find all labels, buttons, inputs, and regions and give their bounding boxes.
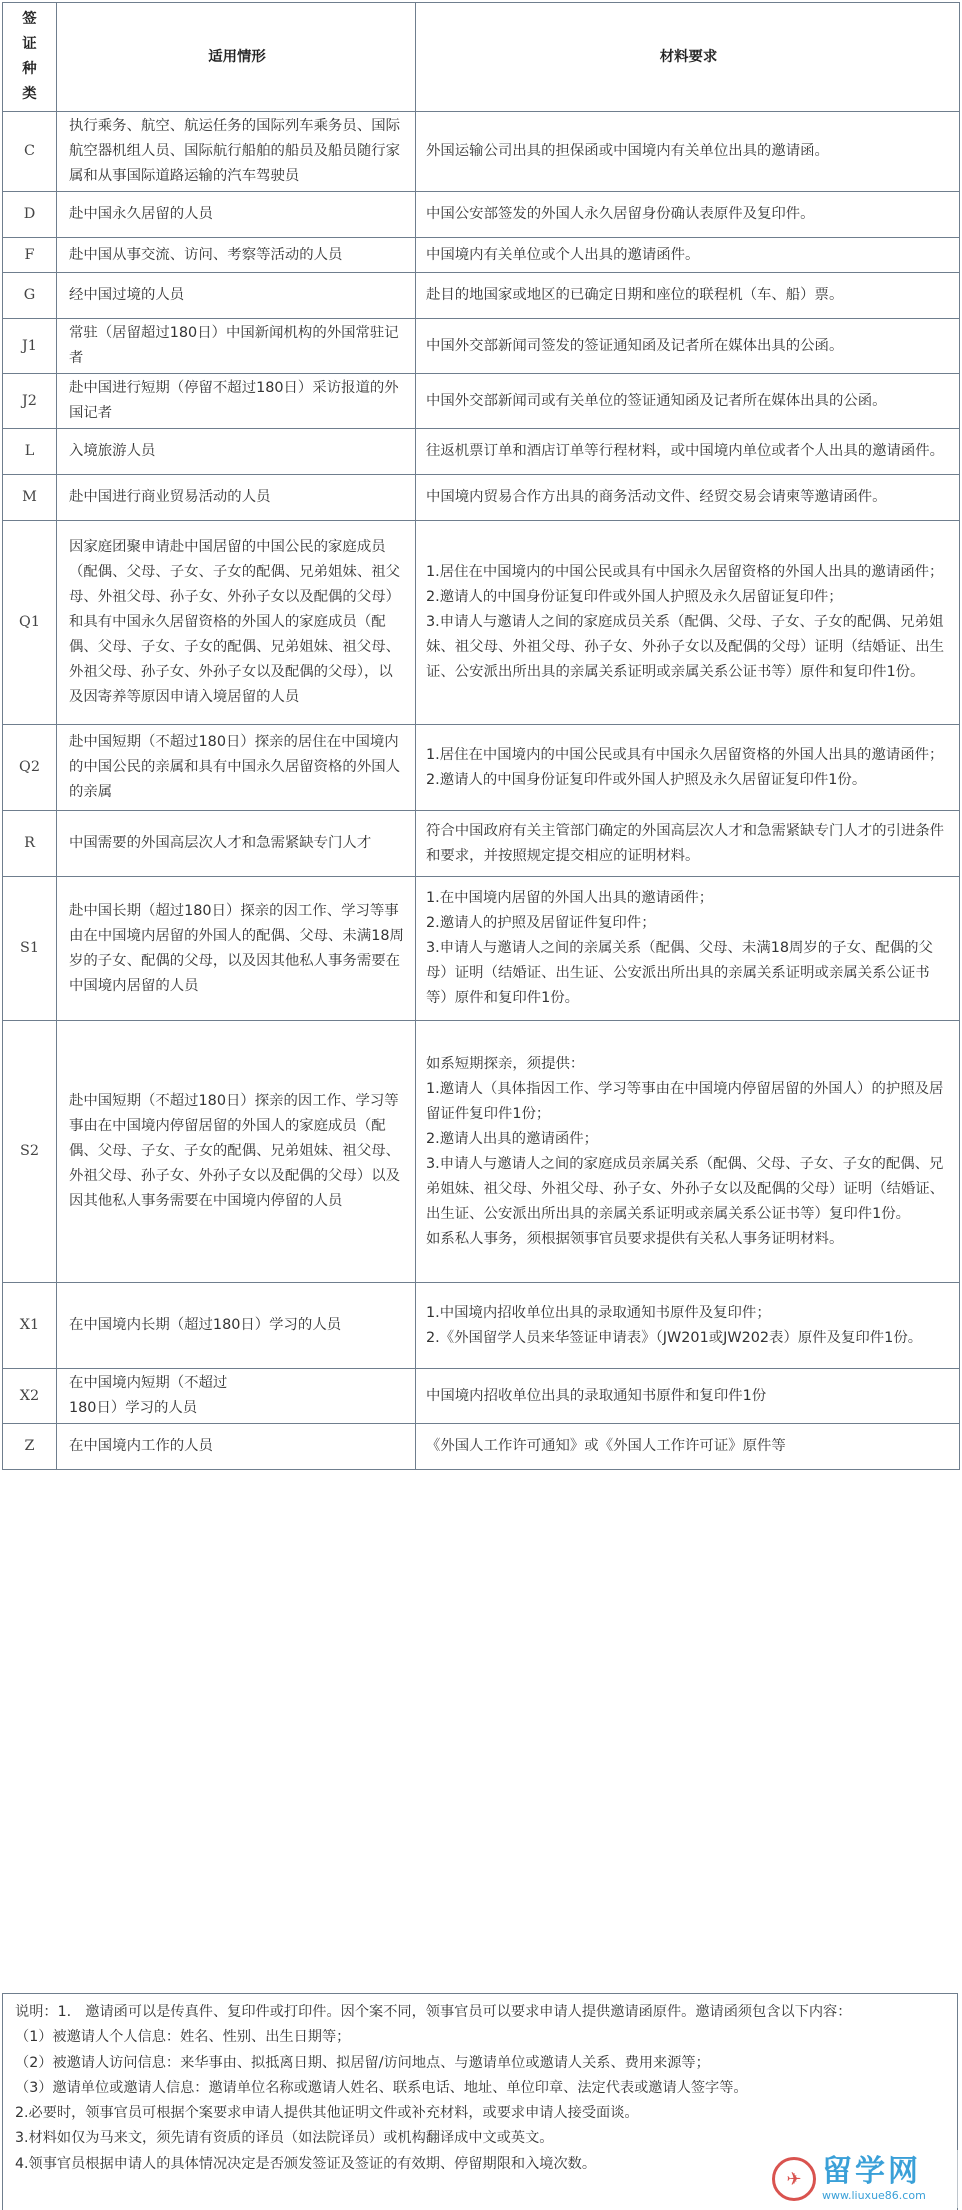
- material-requirements-cell: [416, 319, 960, 374]
- visa-type-cell: G: [3, 273, 57, 319]
- material-requirements-cell: [416, 112, 960, 192]
- table-row: [3, 1424, 960, 1470]
- material-requirements-cell: [416, 475, 960, 521]
- applicable-case-cell: [57, 1283, 416, 1369]
- applicable-case-cell: [57, 521, 416, 725]
- applicable-case-text: 经中国过境的人员: [69, 287, 185, 303]
- visa-type-cell: Z: [3, 1424, 57, 1470]
- visa-type-cell: M: [3, 475, 57, 521]
- visa-type-cell: R: [3, 811, 57, 877]
- visa-type-cell: F: [3, 238, 57, 273]
- material-requirements-cell: [416, 1283, 960, 1369]
- table-row: [3, 521, 960, 725]
- material-requirements-text: 1.在中国境内居留的外国人出具的邀请函件； 2.邀请人的护照及居留证件复印件； 3.申请人与邀请人之间的亲属关系（配偶、父母、未满18周岁的子女、配偶的父母）证明（结婚证、出生证、公安派出所出具的亲属关系证明或亲属关系公证书等）原件和复印件1份。: [426, 890, 933, 1006]
- material-requirements-cell: [416, 238, 960, 273]
- note-intro: 说明：1. 邀请函可以是传真件、复印件或打印件。因个案不同，领事官员可以要求申请人提供邀请函原件。邀请函须包含以下内容：: [15, 2004, 852, 2020]
- applicable-case-cell: [57, 1021, 416, 1283]
- applicable-case-cell: [57, 238, 416, 273]
- applicable-case-cell: [57, 1369, 416, 1424]
- applicable-case-cell: [57, 475, 416, 521]
- table-row: [3, 811, 960, 877]
- material-requirements-text: 中国外交部新闻司签发的签证通知函及记者所在媒体出具的公函。: [426, 337, 844, 354]
- applicable-case-cell: [57, 429, 416, 475]
- material-requirements-text: 《外国人工作许可通知》或《外国人工作许可证》原件等: [426, 1438, 786, 1454]
- visa-type-cell: L: [3, 429, 57, 475]
- material-requirements-text: 符合中国政府有关主管部门确定的外国高层次人才和急需紧缺专门人才的引进条件和要求，并按照规定提交相应的证明材料。: [426, 822, 945, 864]
- note-item-3: （3）邀请单位或邀请人信息：邀请单位名称或邀请人姓名、联系电话、地址、单位印章、法定代表或邀请人签字等。: [15, 2079, 748, 2096]
- table-row: [3, 1369, 960, 1424]
- applicable-case-text: 在中国境内短期（不超过 180日）学习的人员: [69, 1375, 228, 1416]
- material-requirements-text: 赴目的地国家或地区的已确定日期和座位的联程机（车、船）票。: [426, 287, 844, 303]
- table-row: [3, 238, 960, 273]
- applicable-case-text: 常驻（居留超过180日）中国新闻机构的外国常驻记者: [69, 325, 399, 366]
- table-row: [3, 273, 960, 319]
- applicable-case-text: 赴中国短期（不超过180日）探亲的居住在中国境内的中国公民的亲属和具有中国永久居留资格的外国人的亲属: [69, 734, 400, 800]
- applicable-case-cell: [57, 877, 416, 1021]
- visa-requirements-table: [2, 2, 960, 1470]
- material-requirements-text: 中国境内招收单位出具的录取通知书原件和复印件1份: [426, 1387, 767, 1404]
- applicable-case-cell: [57, 725, 416, 811]
- header-visa-type: 签 证 种 类: [3, 3, 57, 112]
- table-row: [3, 192, 960, 238]
- applicable-case-cell: [57, 273, 416, 319]
- material-requirements-cell: [416, 811, 960, 877]
- material-requirements-text: 1.居住在中国境内的中国公民或具有中国永久居留资格的外国人出具的邀请函件； 2.邀请人的中国身份证复印件或外国人护照及永久居留证复印件1份。: [426, 746, 944, 788]
- material-requirements-text: 1.中国境内招收单位出具的录取通知书原件及复印件； 2.《外国留学人员来华签证申请表》（JW201或JW202表）原件及复印件1份。: [426, 1304, 923, 1346]
- material-requirements-text: 外国运输公司出具的担保函或中国境内有关单位出具的邀请函。: [426, 143, 829, 159]
- material-requirements-text: 如系短期探亲，须提供： 1.邀请人（具体指因工作、学习等事由在中国境内停留居留的外国人）的护照及居留证件复印件1份； 2.邀请人出具的邀请函件； 3.申请人与邀请人之间的家庭成员亲属关系（配偶、父母、子女、子女的配偶、兄弟姐妹、祖父母、外祖父母、孙子女、外孙子女以及配偶的父母）证明（结婚证、出生证、公安派出所出具的亲属关系证明或亲属关系公证书等）复印件1份。 如系私人事务，须根据领事官员要求提供有关私人事务证明材料。: [426, 1055, 945, 1247]
- header-material-requirements: 材料要求: [416, 3, 960, 112]
- applicable-case-text: 入境旅游人员: [69, 443, 156, 459]
- applicable-case-text: 执行乘务、航空、航运任务的国际列车乘务员、国际航空器机组人员、国际航行船舶的船员及船员随行家属和从事国际道路运输的汽车驾驶员: [69, 118, 400, 184]
- applicable-case-cell: [57, 192, 416, 238]
- applicable-case-text: 赴中国长期（超过180日）探亲的因工作、学习等事由在中国境内居留的外国人的配偶、父母、未满18周岁的子女、配偶的父母，以及因其他私人事务需要在中国境内居留的人员: [69, 902, 404, 994]
- watermark-url: www.liuxue86.com: [822, 2189, 926, 2202]
- applicable-case-text: 因家庭团聚申请赴中国居留的中国公民的家庭成员（配偶、父母、子女、子女的配偶、兄弟姐妹、祖父母、外祖父母、孙子女、外孙子女以及配偶的父母）和具有中国永久居留资格的外国人的家庭成员（配偶、父母、子女、子女的配偶、兄弟姐妹、祖父母、外祖父母、孙子女、外孙子女以及配偶的父母），以及因寄养等原因申请入境居留的人员: [69, 539, 400, 705]
- note-3: 3.材料如仅为马来文，须先请有资质的译员（如法院译员）或机构翻译成中文或英文。: [15, 2130, 554, 2147]
- applicable-case-cell: [57, 811, 416, 877]
- material-requirements-text: 往返机票订单和酒店订单等行程材料，或中国境内单位或者个人出具的邀请函件。: [426, 443, 945, 459]
- material-requirements-cell: [416, 429, 960, 475]
- visa-type-cell: C: [3, 112, 57, 192]
- note-item-1: （1）被邀请人个人信息：姓名、性别、出生日期等；: [15, 2029, 351, 2046]
- material-requirements-text: 1.居住在中国境内的中国公民或具有中国永久居留资格的外国人出具的邀请函件； 2.邀请人的中国身份证复印件或外国人护照及永久居留证复印件； 3.申请人与邀请人之间的家庭成员关系（配偶、父母、子女、子女的配偶、兄弟姐妹、祖父母、外祖父母、孙子女、外孙子女以及配偶的父母）证明（结婚证、出生证、公安派出所出具的亲属关系证明或亲属关系公证书等）原件和复印件1份。: [426, 564, 945, 680]
- material-requirements-text: 中国境内贸易合作方出具的商务活动文件、经贸交易会请柬等邀请函件。: [426, 489, 887, 505]
- watermark: [772, 2150, 958, 2208]
- applicable-case-cell: [57, 1424, 416, 1470]
- material-requirements-cell: [416, 192, 960, 238]
- material-requirements-cell: [416, 521, 960, 725]
- applicable-case-text: 在中国境内长期（超过180日）学习的人员: [69, 1317, 342, 1333]
- applicable-case-text: 在中国境内工作的人员: [69, 1438, 213, 1454]
- header-applicable-case: 适用情形: [57, 3, 416, 112]
- table-row: [3, 429, 960, 475]
- note-2: 2.必要时，领事官员可根据个案要求申请人提供其他证明文件或补充材料，或要求申请人接受面谈。: [15, 2105, 639, 2122]
- table-row: [3, 475, 960, 521]
- table-row: [3, 319, 960, 374]
- visa-type-cell: J2: [3, 374, 57, 429]
- watermark-logo-icon: ✈: [772, 2157, 816, 2201]
- table-row: [3, 1283, 960, 1369]
- applicable-case-text: 中国需要的外国高层次人才和急需紧缺专门人才: [69, 835, 372, 851]
- applicable-case-text: 赴中国从事交流、访问、考察等活动的人员: [69, 246, 343, 263]
- material-requirements-cell: [416, 1021, 960, 1283]
- material-requirements-cell: [416, 1424, 960, 1470]
- applicable-case-text: 赴中国进行商业贸易活动的人员: [69, 489, 271, 505]
- visa-type-cell: J1: [3, 319, 57, 374]
- applicable-case-cell: [57, 374, 416, 429]
- note-4: 4.领事官员根据申请人的具体情况决定是否颁发签证及签证的有效期、停留期限和入境次数。: [15, 2155, 597, 2172]
- table-row: [3, 725, 960, 811]
- visa-type-cell: D: [3, 192, 57, 238]
- visa-type-cell: Q1: [3, 521, 57, 725]
- visa-type-cell: S1: [3, 877, 57, 1021]
- table-row: [3, 1021, 960, 1283]
- material-requirements-text: 中国境内有关单位或个人出具的邀请函件。: [426, 246, 700, 263]
- visa-type-cell: X1: [3, 1283, 57, 1369]
- table-row: [3, 374, 960, 429]
- visa-type-cell: S2: [3, 1021, 57, 1283]
- applicable-case-text: 赴中国永久居留的人员: [69, 206, 213, 222]
- material-requirements-cell: [416, 374, 960, 429]
- table-row: [3, 877, 960, 1021]
- watermark-name: 留学网: [822, 2154, 921, 2189]
- material-requirements-text: 中国外交部新闻司或有关单位的签证通知函及记者所在媒体出具的公函。: [426, 392, 887, 409]
- visa-type-cell: X2: [3, 1369, 57, 1424]
- applicable-case-cell: [57, 319, 416, 374]
- applicable-case-text: 赴中国短期（不超过180日）探亲的因工作、学习等事由在中国境内停留居留的外国人的家庭成员（配偶、父母、子女、子女的配偶、兄弟姐妹、祖父母、外祖父母、孙子女、外孙子女以及配偶的父母）以及因其他私人事务需要在中国境内停留的人员: [69, 1093, 400, 1209]
- material-requirements-text: 中国公安部签发的外国人永久居留身份确认表原件及复印件。: [426, 206, 815, 222]
- visa-type-cell: Q2: [3, 725, 57, 811]
- material-requirements-cell: [416, 273, 960, 319]
- table-row: [3, 112, 960, 192]
- applicable-case-cell: [57, 112, 416, 192]
- table-header-row: [3, 3, 960, 112]
- material-requirements-cell: [416, 1369, 960, 1424]
- material-requirements-cell: [416, 877, 960, 1021]
- applicable-case-text: 赴中国进行短期（停留不超过180日）采访报道的外国记者: [69, 380, 399, 421]
- note-item-2: （2）被邀请人访问信息：来华事由、拟抵离日期、拟居留/访问地点、与邀请单位或邀请人关系、费用来源等；: [15, 2054, 710, 2071]
- material-requirements-cell: [416, 725, 960, 811]
